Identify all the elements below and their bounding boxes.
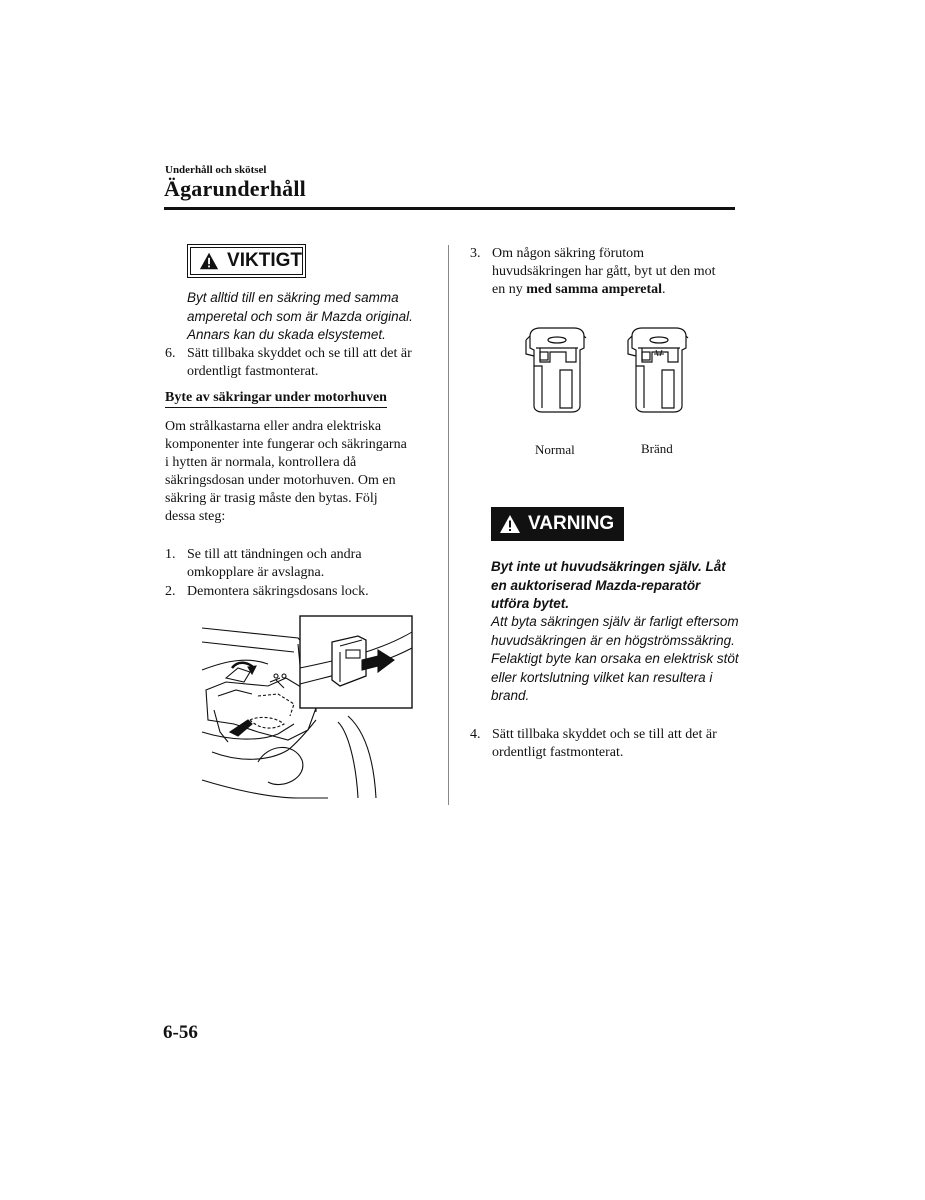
fuse-box-lid-illustration bbox=[198, 612, 416, 802]
varning-heading: Byt inte ut huvudsäkringen själv. Låt en auktoriserad Mazda-reparatör utföra bytet. bbox=[491, 559, 726, 611]
step-text bbox=[492, 245, 720, 299]
varning-label: VARNING bbox=[528, 513, 615, 534]
step-text-end: . bbox=[662, 282, 666, 297]
warning-triangle-icon bbox=[199, 251, 219, 271]
page-number: 6-56 bbox=[163, 1022, 198, 1043]
step-4 bbox=[470, 726, 732, 762]
step-number: 1. bbox=[165, 547, 176, 562]
viktigt-body: Byt alltid till en säkring med samma amperetal och som är Mazda original. Annars kan du skada elsystemet. bbox=[187, 290, 413, 342]
fuse-blown-illustration bbox=[622, 326, 694, 414]
fuse-label-blown: Bränd bbox=[641, 441, 673, 456]
step-number: 3. bbox=[470, 246, 481, 261]
step-3 bbox=[470, 245, 720, 299]
fuse-normal-illustration bbox=[520, 326, 592, 414]
step-text-start: Om någon säkring förutom huvudsäkringen har gått, byt ut den mot en ny bbox=[492, 246, 716, 297]
varning-notice-label bbox=[491, 507, 624, 541]
step-number: 2. bbox=[165, 584, 176, 599]
step-text: Se till att tändningen och andra omkopplare är avslagna. bbox=[187, 547, 362, 580]
page-title: Ägarunderhåll bbox=[164, 176, 306, 201]
step-text-bold: med samma amperetal bbox=[526, 282, 663, 297]
fuse-label-normal: Normal bbox=[535, 442, 575, 457]
section-label: Underhåll och skötsel bbox=[165, 164, 267, 176]
step-text: Demontera säkringsdosans lock. bbox=[187, 584, 369, 599]
step-text: Sätt tillbaka skyddet och se till att det är ordentligt fastmonterat. bbox=[492, 727, 717, 760]
varning-body: Att byta säkringen själv är farligt eftersom huvudsäkringen är en högströmssäkring. Felaktigt byte kan orsaka en elektrisk stöt eller kortslutning vilket kan resultera i brand. bbox=[491, 614, 739, 703]
viktigt-label: VIKTIGT bbox=[227, 250, 302, 271]
intro-paragraph: Om strålkastarna eller andra elektriska komponenter inte fungerar och säkringarna i hytten är normala, kontrollera då säkringsdosan under motorhuven. Om en säkring är trasig måste den bytas. Följ dessa steg: bbox=[165, 419, 407, 524]
step-1 bbox=[165, 546, 405, 582]
subheading: Byte av säkringar under motorhuven bbox=[165, 390, 387, 408]
step-number: 6. bbox=[165, 346, 176, 361]
step-text: Sätt tillbaka skyddet och se till att det är ordentligt fastmonterat. bbox=[187, 346, 412, 379]
warning-triangle-icon bbox=[499, 514, 521, 534]
viktigt-notice-label bbox=[187, 244, 306, 278]
step-number: 4. bbox=[470, 727, 481, 742]
step-2 bbox=[165, 583, 427, 601]
step-6 bbox=[165, 345, 427, 381]
title-rule bbox=[164, 207, 735, 210]
column-divider bbox=[448, 245, 449, 805]
